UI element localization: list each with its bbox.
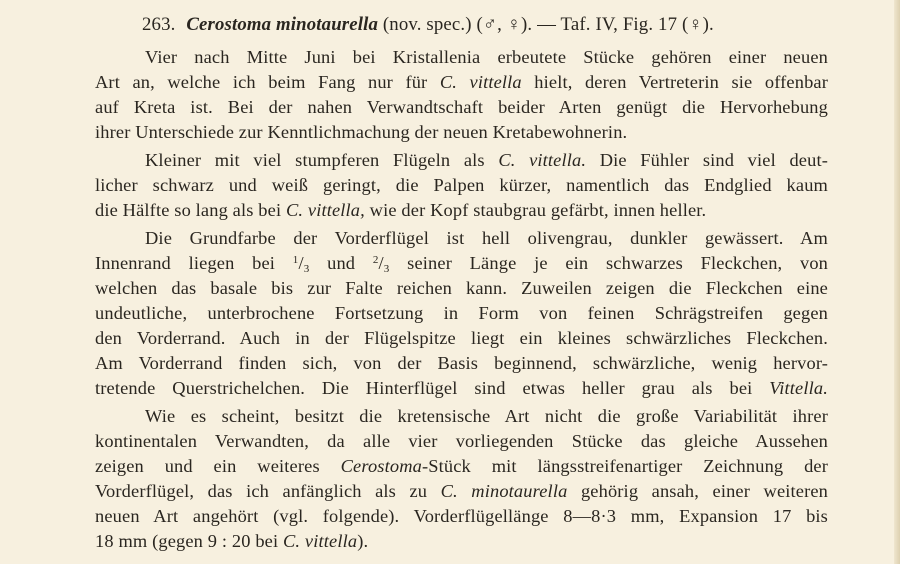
p4-line-4-italic: C. minotaurella — [440, 481, 568, 501]
p4-line-6-text-a: 18 mm (gegen 9 : 20 bei — [95, 531, 279, 551]
p4-line-6 — [95, 529, 828, 554]
fraction-2-denominator: 3 — [383, 263, 390, 275]
p4-line-6-compound — [283, 531, 368, 551]
p3-line-6: Am Vorderrand finden sich, von der Basis beginnend, schwärzliche, wenig hervor- — [95, 353, 828, 373]
p2-line-3 — [95, 198, 828, 223]
p3-line-7 — [95, 376, 828, 401]
p4-line-4-text-a: Vorderflügel, das ich anfänglich als zu — [95, 481, 428, 501]
p2-line-3-italic: C. vittella, — [285, 200, 365, 220]
species-heading — [142, 12, 828, 37]
p3-line-2-text-c: seiner Länge je ein schwarzes Fleckchen, von — [407, 253, 829, 273]
p1-line-2 — [95, 70, 828, 95]
p3-line-2-text-a: Innenrand liegen bei — [95, 253, 276, 273]
p3-line-2-text-b: und — [327, 253, 356, 273]
p2-line-1 — [145, 148, 828, 173]
p4-line-1: Wie es scheint, besitzt die kretensische Art nicht die große Variabilität ihrer — [145, 406, 828, 426]
species-name: minotaurella — [276, 14, 379, 35]
p2-line-2: licher schwarz und weiß geringt, die Palpen kürzer, namentlich das Endglied kaum — [95, 175, 828, 195]
p3-line-7-italic: Vittella. — [769, 378, 828, 398]
p1-line-3: auf Kreta ist. Bei der nahen Verwandtschaft beider Arten genügt die Hervorhebung — [95, 97, 828, 117]
p3-line-3: welchen das basale bis zur Falte reichen kann. Zuweilen zeigen die Fleckchen eine — [95, 278, 828, 298]
p2-line-1-italic: C. vittella. — [498, 150, 587, 170]
fraction-two-thirds: $^2/_3$ — [372, 253, 390, 275]
genus-name: Cerostoma — [186, 14, 272, 35]
p4-line-3-italic: Cerostoma — [340, 456, 422, 476]
p1-line-4: ihrer Unterschiede zur Kenntlichmachung der neuen Kretabewohnerin. — [95, 122, 628, 142]
fraction-2-numerator: 2 — [372, 254, 379, 266]
page-edge-shadow — [894, 0, 900, 564]
p2-line-3-text-b: wie der Kopf staubgrau gefärbt, innen heller. — [369, 200, 707, 220]
p1-line-2-text-b: hielt, deren Vertreterin sie offenbar — [534, 72, 829, 92]
fraction-1-numerator: 1 — [292, 254, 299, 266]
p3-line-1: Die Grundfarbe der Vorderflügel ist hell olivengrau, dunkler gewässert. Am — [145, 228, 828, 248]
p4-line-5: neuen Art angehört (vgl. folgende). Vorderflügellänge 8—8·3 mm, Expansion 17 bis — [95, 506, 828, 526]
p4-line-6-italic: C. vittella — [283, 531, 358, 551]
p4-line-3-compound — [341, 456, 828, 476]
p2-line-1-text-a: Kleiner mit viel stumpferen Flügeln als — [145, 150, 485, 170]
p2-line-3-text-a: die Hälfte so lang als bei — [95, 200, 282, 220]
p2-line-1-text-b: Die Fühler sind viel deut- — [599, 150, 828, 170]
p4-line-6-suffix: ). — [357, 531, 369, 551]
p4-line-3-text-a: zeigen und ein weiteres — [95, 456, 320, 476]
species-number: 263. — [142, 14, 176, 35]
p4-line-2: kontinentalen Verwandten, da alle vier vorliegenden Stücke das gleiche Aussehen — [95, 431, 828, 451]
p3-line-2 — [95, 251, 828, 276]
p4-line-4 — [95, 479, 828, 504]
p1-line-1: Vier nach Mitte Juni bei Kristallenia erbeutete Stücke gehören einer neuen — [145, 47, 828, 67]
heading-details: (nov. spec.) (♂, ♀). — Taf. IV, Fig. 17 (♀). — [382, 14, 714, 35]
p3-line-4: undeutliche, unterbrochene Fortsetzung in Form von feinen Schrägstreifen gegen — [95, 303, 828, 323]
p1-line-2-italic: C. vittella — [439, 72, 522, 92]
fraction-one-third: $^1/_3$ — [292, 253, 310, 275]
p3-line-5: den Vorderrand. Auch in der Flügelspitze liegt ein kleines schwärzliches Fleckchen. — [95, 328, 828, 348]
p4-line-3-suffix: -Stück mit längsstreifenartiger Zeichnung der — [421, 456, 829, 476]
p4-line-3 — [95, 454, 828, 479]
p4-line-4-text-b: gehörig ansah, einer weiteren — [580, 481, 829, 501]
p3-line-7-text-a: tretende Querstrichelchen. Die Hinterflügel sind etwas heller grau als bei — [95, 378, 753, 398]
p1-line-2-text-a: Art an, welche ich beim Fang nur für — [95, 72, 428, 92]
fraction-1-denominator: 3 — [303, 263, 310, 275]
